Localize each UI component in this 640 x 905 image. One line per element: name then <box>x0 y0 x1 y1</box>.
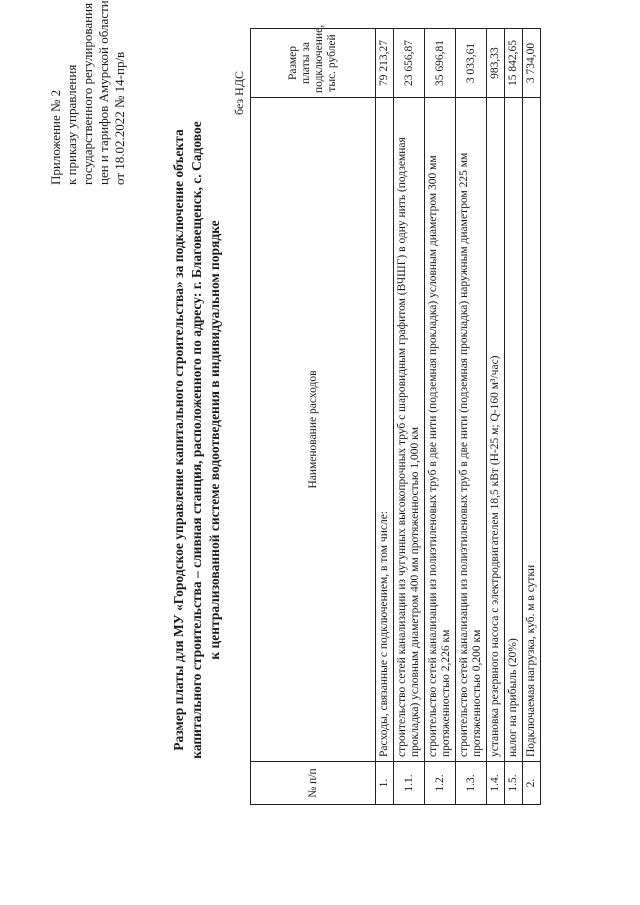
row-num: 1.5. <box>505 762 523 805</box>
row-name: Расходы, связанные с подключением, в том числе: <box>376 98 394 762</box>
appendix-block <box>48 0 128 185</box>
row-value: 79 213,27 <box>376 29 394 98</box>
row-value: 3 033,61 <box>456 29 487 98</box>
table-row <box>394 29 425 805</box>
header-name: Наименование расходов <box>251 98 376 762</box>
row-name: строительство сетей канализации из полиэтиленовых труб в две нити (подземная прокладка) условным диаметром 300 мм протяженностью 2,226 км <box>425 98 456 762</box>
appendix-line: от 18.02.2022 № 14-пр/в <box>112 51 127 185</box>
title-line: капитального строительства – сливная станция, расположенного по адресу: г. Благовещенск, с. Садовое <box>189 121 204 759</box>
row-value: 35 696,81 <box>425 29 456 98</box>
header-num: № п/п <box>251 762 376 805</box>
title-line: к централизованной системе водоотведения в индивидуальном порядке <box>207 220 222 660</box>
table-header-row <box>251 29 376 805</box>
appendix-line: к приказу управления <box>64 64 79 185</box>
row-name: Подключаемая нагрузка, куб. м в сутки <box>523 98 541 762</box>
appendix-line: Приложение № 2 <box>48 89 63 185</box>
table-row <box>376 29 394 805</box>
row-value: 23 656,87 <box>394 29 425 98</box>
row-num: 1.3. <box>456 762 487 805</box>
row-num: 1. <box>376 762 394 805</box>
title-line: Размер платы для МУ «Городское управление капитального строительства» за подключение объекта <box>171 129 186 751</box>
vat-note: без НДС <box>232 70 246 115</box>
table-row <box>456 29 487 805</box>
header-value: Размер платы за подключение, тыс. рублей <box>251 29 376 98</box>
table-row <box>487 29 505 805</box>
table-row <box>505 29 523 805</box>
row-value: 15 842,65 <box>505 29 523 98</box>
row-name: установка резервного насоса с электродвигателем 18,5 кВт (Н-25 м; Q-160 м³/час) <box>487 98 505 762</box>
row-name: строительство сетей канализации из полиэтиленовых труб в две нити (подземная прокладка) наружным диаметром 225 мм протяженностью 0,200 км <box>456 98 487 762</box>
row-value: 983,33 <box>487 29 505 98</box>
row-value: 3 734,00 <box>523 29 541 98</box>
row-name: налог на прибыль (20%) <box>505 98 523 762</box>
costs-table <box>250 24 541 805</box>
appendix-line: цен и тарифов Амурской области <box>96 0 111 185</box>
row-num: 1.1. <box>394 762 425 805</box>
row-num: 1.2. <box>425 762 456 805</box>
table-row <box>425 29 456 805</box>
document-title <box>170 55 224 825</box>
row-num: 1.4. <box>487 762 505 805</box>
table-row <box>523 29 541 805</box>
row-num: 2. <box>523 762 541 805</box>
row-name: строительство сетей канализации из чугунных высокопрочных труб с шаровидным графитом (ВЧШГ) в одну нить (подземная прокладка) условным диаметром 400 мм протяженностью 1,000 км <box>394 98 425 762</box>
appendix-line: государственного регулирования <box>80 2 95 185</box>
